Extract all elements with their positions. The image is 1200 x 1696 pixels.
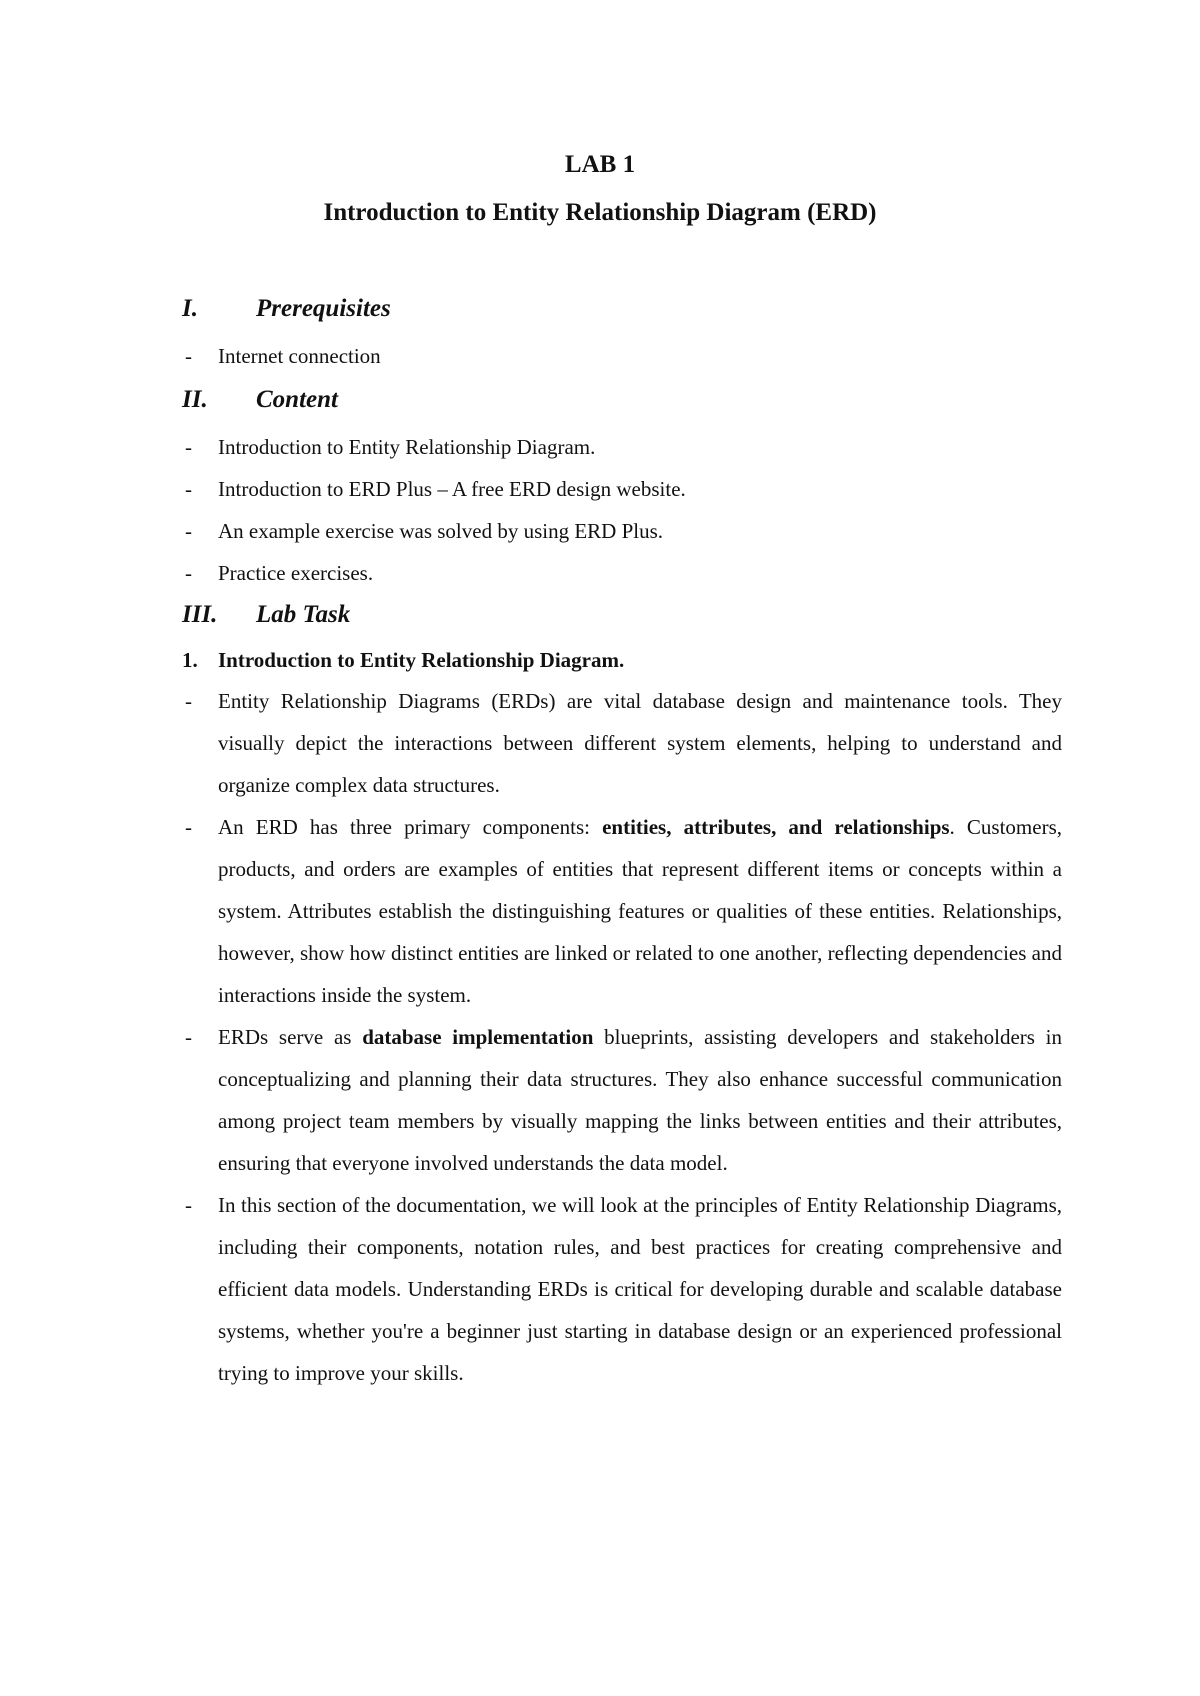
task-heading — [182, 645, 624, 675]
task-title: Introduction to Entity Relationship Diagram. — [218, 648, 625, 672]
paragraph-text: An ERD has three primary components: — [218, 815, 603, 839]
bold-text: database implementation — [362, 1025, 594, 1049]
section-number: III. — [182, 601, 218, 628]
task-paragraph-list — [182, 680, 1062, 1394]
section-heading-content — [182, 385, 338, 415]
paragraph-erd-blueprints — [182, 1016, 1062, 1184]
section-number: I. — [182, 295, 198, 322]
section-heading-prerequisites — [182, 294, 391, 324]
document-subtitle: Introduction to Entity Relationship Diagram (ERD) — [323, 199, 877, 226]
paragraph-erd-components — [182, 806, 1062, 1016]
paragraph-text: . Customers, products, and orders are examples of entities that represent different items or concepts within a system. Attributes establish the distinguishing features or qualities of these entities. Relationships, however, show how distinct entities are linked or related to one another, reflecting dependencies and interactions inside the system. — [218, 815, 1062, 1007]
list-item: - Internet connection — [182, 335, 1062, 377]
task-number: 1. — [182, 648, 198, 672]
section-heading-lab-task — [182, 600, 350, 630]
section-title: Prerequisites — [256, 295, 391, 322]
list-item: - Practice exercises. — [182, 552, 1062, 594]
paragraph-erd-principles: - In this section of the documentation, we will look at the principles of Entity Relationship Diagrams, including their components, notation rules, and best practices for creating comprehensive and efficient data models. Understanding ERDs is critical for developing durable and scalable database systems, whether you're a beginner just starting in database design or an experienced professional trying to improve your skills. — [182, 1184, 1062, 1394]
section-title: Content — [256, 386, 338, 413]
list-item: - An example exercise was solved by using ERD Plus. — [182, 510, 1062, 552]
paragraph-erd-intro: - Entity Relationship Diagrams (ERDs) are vital database design and maintenance tools. They visually depict the interactions between different system elements, helping to understand and organize complex data structures. — [182, 680, 1062, 806]
paragraph-text: ERDs serve as — [218, 1025, 363, 1049]
section-number: II. — [182, 386, 208, 413]
prerequisites-list — [182, 335, 1062, 377]
bold-text: entities, attributes, and relationships — [602, 815, 950, 839]
paragraph-text: blueprints, assisting developers and stakeholders in conceptualizing and planning their data structures. They also enhance successful communication among project team members by visually mapping the links between entities and their attributes, ensuring that everyone involved understands the data model. — [218, 1025, 1062, 1175]
lab-title: LAB 1 — [564, 151, 636, 178]
list-item: - Introduction to Entity Relationship Diagram. — [182, 426, 1062, 468]
content-list — [182, 426, 1062, 594]
section-title: Lab Task — [256, 601, 351, 628]
list-item: - Introduction to ERD Plus – A free ERD design website. — [182, 468, 1062, 510]
